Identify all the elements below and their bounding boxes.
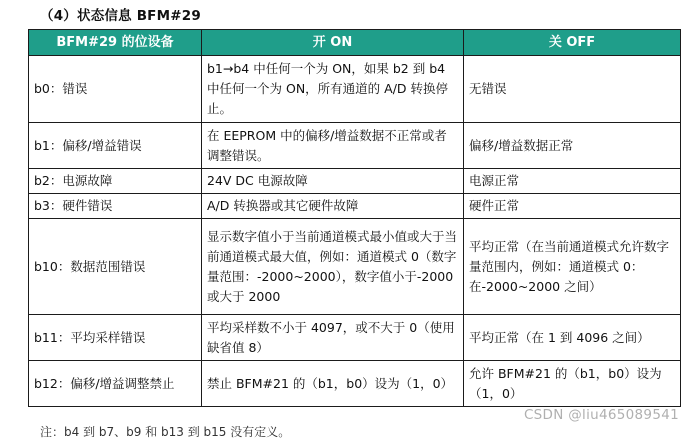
table-row [29,123,681,169]
table-row [29,56,681,123]
table-row [29,361,681,407]
table-row [29,219,681,315]
off-cell: 允许 BFM#21 的（b1，b0）设为（1，0） [464,361,681,407]
off-cell: 硬件正常 [464,194,681,219]
bit-cell: b2：电源故障 [29,169,202,194]
bit-cell: b3：硬件错误 [29,194,202,219]
off-cell: 平均正常（在当前通道模式允许数字量范围内，例如：通道模式 0：在-2000~2000 之间） [464,219,681,315]
on-cell: 禁止 BFM#21 的（b1，b0）设为（1，0） [202,361,464,407]
footnote: 注：b4 到 b7、b9 和 b13 到 b15 没有定义。 [40,425,291,439]
bit-cell: b12：偏移/增益调整禁止 [29,361,202,407]
bit-cell: b1：偏移/增益错误 [29,123,202,169]
on-cell: 显示数字值小于当前通道模式最小值或大于当前通道模式最大值，例如：通道模式 0（数字量范围：-2000~2000），数字值小于-2000 或大于 2000 [202,219,464,315]
column-header-on: 开 ON [202,30,464,56]
status-table [28,29,681,407]
bit-cell: b0：错误 [29,56,202,123]
off-cell: 偏移/增益数据正常 [464,123,681,169]
table-row [29,194,681,219]
off-cell: 电源正常 [464,169,681,194]
bit-cell: b10：数据范围错误 [29,219,202,315]
bit-cell: b11：平均采样错误 [29,315,202,361]
on-cell: 平均采样数不小于 4097，或不大于 0（使用缺省值 8） [202,315,464,361]
on-cell: 24V DC 电源故障 [202,169,464,194]
watermark: CSDN @liu465089541 [523,407,679,423]
on-cell: b1→b4 中任何一个为 ON，如果 b2 到 b4 中任何一个为 ON，所有通道的 A/D 转换停止。 [202,56,464,123]
table-header-row [29,30,681,56]
section-title: （4）状态信息 BFM#29 [40,8,201,24]
column-header-bit: BFM#29 的位设备 [29,30,202,56]
column-header-off: 关 OFF [464,30,681,56]
table-row [29,169,681,194]
table-row [29,315,681,361]
off-cell: 无错误 [464,56,681,123]
on-cell: A/D 转换器或其它硬件故障 [202,194,464,219]
on-cell: 在 EEPROM 中的偏移/增益数据不正常或者调整错误。 [202,123,464,169]
off-cell: 平均正常（在 1 到 4096 之间） [464,315,681,361]
